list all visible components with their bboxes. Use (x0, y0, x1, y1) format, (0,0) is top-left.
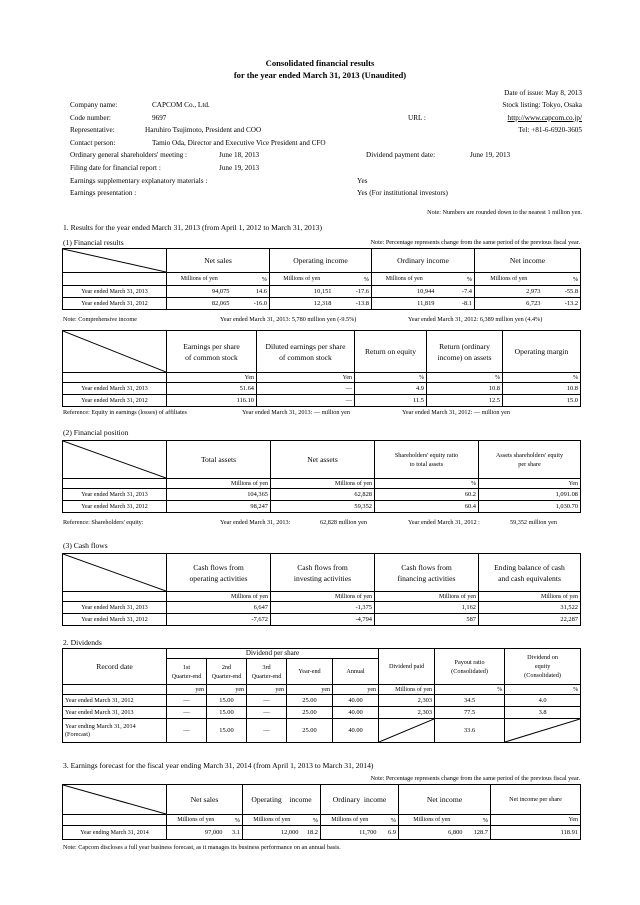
contact-value: Tamio Oda, Director and Executive Vice President and CFO (152, 139, 326, 147)
unit-cell: Millions of yen (243, 815, 301, 826)
pct-cell: % (225, 815, 243, 826)
unit-blank (63, 373, 167, 383)
row-label: Year ended March 31, 2013 (63, 286, 167, 298)
value-cell: — (257, 395, 355, 407)
value-cell: 59,352 (271, 501, 375, 513)
unit-cell: yen (167, 685, 207, 695)
unit-blank (63, 592, 167, 602)
comprehensive-income-label: Note: Comprehensive income (63, 316, 137, 323)
pct-cell: % (301, 815, 321, 826)
unit-cell: Yen (479, 479, 581, 489)
unit-cell: Millions of yen (375, 592, 479, 602)
pct-cell: % (543, 273, 581, 286)
value-cell: 2,973 (475, 286, 543, 298)
value-cell: 11,819 (372, 298, 437, 310)
table-row (63, 826, 581, 840)
unit-cell: % (503, 373, 581, 383)
value-cell: -7,672 (167, 614, 271, 626)
col-operating-income: Operating income (243, 785, 321, 815)
value-cell: 15.0 (503, 395, 581, 407)
supp-value: Yes (357, 177, 368, 185)
col-ending-cash: Ending balance of cash and cash equivalents (479, 554, 581, 592)
table-row (63, 501, 581, 513)
col-net-sales: Net sales (167, 785, 243, 815)
col-q2: 2nd Quarter-end (207, 659, 247, 685)
financial-results-table (62, 248, 581, 310)
col-annual: Annual (333, 659, 379, 685)
forecast-label: 3. Earnings forecast for the fiscal year ending March 31, 2014 (from April 1, 2013 to March 31, 2014) (63, 761, 374, 770)
value-cell: 94,075 (167, 286, 232, 298)
row-label: Year ended March 31, 2013 (63, 383, 167, 395)
payout-ratio-header: Payout ratio (Consolidated) (435, 649, 505, 685)
equity-affiliates-2012: Year ended March 31, 2012: — million yen (402, 409, 510, 416)
col-financing-cf: Cash flows from financing activities (375, 554, 479, 592)
value-cell: 25.00 (287, 695, 333, 707)
dividend-on-equity-header: Dividend on equity (Consolidated) (505, 649, 581, 685)
col-net-assets: Net assets (271, 441, 375, 479)
forecast-note: Note: Percentage represents change from the same period of the previous fiscal year. (370, 775, 580, 782)
col-q1: 1st Quarter-end (167, 659, 207, 685)
unit-cell: Millions of yen (167, 479, 271, 489)
stock-listing: Stock listing: Tokyo, Osaka (502, 101, 582, 109)
unit-cell: Yen (167, 373, 257, 383)
value-cell: -1,375 (271, 602, 375, 614)
unit-cell: Millions of yen (372, 273, 437, 286)
unit-cell: % (505, 685, 581, 695)
unit-cell: Millions of yen (167, 273, 232, 286)
shareholders-equity-2013-label: Year ended March 31, 2013: (220, 519, 291, 526)
value-cell: 97,000 (167, 826, 225, 840)
table-row (63, 602, 581, 614)
row-label: Year ended March 31, 2012 (63, 298, 167, 310)
financial-results-note: Note: Percentage represents change from the same period of the previous fiscal year. (370, 239, 580, 246)
unit-blank (63, 479, 167, 489)
value-cell: 40.00 (333, 695, 379, 707)
value-cell: 15.00 (207, 707, 247, 719)
dividends-label: 2. Dividends (63, 638, 102, 647)
col-diluted-eps: Diluted earnings per share of common stock (257, 331, 355, 373)
value-cell: 31,522 (479, 602, 581, 614)
col-year-end: Year-end (287, 659, 333, 685)
rep-value: Haruhiro Tsujimoto, President and COO (145, 126, 262, 134)
company-label: Company name: (70, 101, 118, 109)
shareholders-equity-ref: Reference: Shareholders' equity: (63, 519, 144, 526)
url-link[interactable]: http://www.capcom.co.jp/ (507, 114, 582, 122)
value-cell: 1,030.70 (479, 501, 581, 513)
value-cell: — (247, 707, 287, 719)
value-cell: 77.5 (435, 707, 505, 719)
value-cell: 1,162 (375, 602, 479, 614)
diagonal-blank-cell (379, 719, 435, 743)
value-cell: -17.6 (334, 286, 372, 298)
value-cell: — (167, 707, 207, 719)
col-net-income: Net income (475, 249, 581, 273)
col-net-sales: Net sales (167, 249, 270, 273)
row-label: Year ended March 31, 2012 (63, 501, 167, 513)
unit-cell: Millions of yen (167, 592, 271, 602)
value-cell: 18.2 (301, 826, 321, 840)
col-net-income-per-share: Net income per share (491, 785, 581, 815)
dividend-date-value: June 19, 2013 (470, 151, 511, 159)
value-cell: 6,723 (475, 298, 543, 310)
dividend-per-share-header: Dividend per share (167, 649, 379, 659)
forecast-footnote: Note: Capcom discloses a full year business forecast, as it manages its business performance on an annual basis. (63, 844, 341, 851)
value-cell: 15.00 (207, 719, 247, 743)
value-cell: -4,794 (271, 614, 375, 626)
col-net-income: Net income (399, 785, 491, 815)
value-cell: 62,828 (271, 489, 375, 501)
unit-blank (63, 273, 167, 286)
value-cell: 60.4 (375, 501, 479, 513)
note-rounding: Note: Numbers are rounded down to the nearest 1 million yen. (427, 209, 582, 216)
financial-position-label: (2) Financial position (63, 428, 129, 437)
doc-title-line1: Consolidated financial results (265, 58, 375, 68)
value-cell: 11.5 (355, 395, 427, 407)
unit-cell: % (427, 373, 503, 383)
unit-cell: Millions of yen (321, 815, 379, 826)
value-cell: -8.1 (437, 298, 475, 310)
value-cell: 60.2 (375, 489, 479, 501)
shareholders-equity-2013-value: 62,828 million yen (320, 519, 367, 526)
value-cell: 2,303 (379, 707, 435, 719)
dividend-date-label: Dividend payment date: (366, 151, 436, 159)
value-cell: 10,151 (270, 286, 334, 298)
diagonal-header-cell (63, 554, 167, 592)
value-cell: 15.00 (207, 695, 247, 707)
dividend-paid-header: Dividend paid (379, 649, 435, 685)
url-label: URL : (408, 114, 426, 122)
value-cell: 98,247 (167, 501, 271, 513)
issue-date: Date of issue: May 8, 2013 (504, 89, 582, 97)
value-cell: 12.5 (427, 395, 503, 407)
table-row (63, 298, 581, 310)
table-row (63, 614, 581, 626)
row-label: Year ending March 31, 2014 (63, 826, 167, 840)
pct-cell: % (334, 273, 372, 286)
col-operating-cf: Cash flows from operating activities (167, 554, 271, 592)
unit-cell: Millions of yen (479, 592, 581, 602)
col-operating-margin: Operating margin (503, 331, 581, 373)
value-cell: 12,000 (243, 826, 301, 840)
col-eps: Earnings per share of common stock (167, 331, 257, 373)
dividends-table (62, 648, 581, 743)
unit-blank (63, 685, 167, 695)
value-cell: 1,091.08 (479, 489, 581, 501)
value-cell: 6,647 (167, 602, 271, 614)
equity-affiliates-2013: Year ended March 31, 2013: — million yen (242, 409, 350, 416)
meeting-label: Ordinary general shareholders' meeting : (70, 151, 188, 159)
unit-cell: Millions of yen (167, 815, 225, 826)
value-cell: — (167, 695, 207, 707)
row-label: Year ended March 31, 2012 (63, 395, 167, 407)
shareholders-equity-2012-value: 59,352 million yen (510, 519, 557, 526)
diagonal-header-cell (63, 331, 167, 373)
filing-label: Filing date for financial report : (70, 164, 161, 172)
pct-cell: % (465, 815, 491, 826)
col-ordinary-income: Ordinary income (321, 785, 399, 815)
unit-cell: yen (287, 685, 333, 695)
unit-blank (63, 815, 167, 826)
filing-value: June 19, 2013 (219, 164, 260, 172)
record-date-header: Record date (63, 649, 167, 685)
value-cell: 40.00 (333, 719, 379, 743)
presentation-value: Yes (For institutional investors) (357, 189, 448, 197)
value-cell: — (247, 695, 287, 707)
value-cell: 6.9 (379, 826, 399, 840)
company-value: CAPCOM Co., Ltd. (152, 101, 210, 109)
tel: Tel: +81-6-6920-3605 (518, 126, 582, 134)
shareholders-equity-2012-label: Year ended March 31, 2012 : (408, 519, 480, 526)
col-equity-ratio: Shareholders' equity ratio to total assets (375, 441, 479, 479)
unit-cell: % (375, 479, 479, 489)
value-cell: 25.00 (287, 707, 333, 719)
value-cell: -13.2 (543, 298, 581, 310)
diagonal-header-cell (63, 249, 167, 273)
row-label: Year ending March 31, 2014 (Forecast) (63, 719, 167, 743)
unit-cell: Millions of yen (475, 273, 543, 286)
table-row (63, 707, 581, 719)
col-equity-per-share: Assets shareholders' equity per share (479, 441, 581, 479)
supp-label: Earnings supplementary explanatory materials : (70, 177, 208, 185)
presentation-label: Earnings presentation : (70, 189, 137, 197)
value-cell: 4.9 (355, 383, 427, 395)
value-cell: 4.0 (505, 695, 581, 707)
cash-flows-table (62, 553, 581, 626)
financial-results-label: (1) Financial results (63, 238, 124, 247)
value-cell: 118.91 (491, 826, 581, 840)
value-cell: -16.0 (232, 298, 270, 310)
row-label: Year ended March 31, 2013 (63, 602, 167, 614)
value-cell: 3.8 (505, 707, 581, 719)
table-row (63, 395, 581, 407)
unit-cell: yen (207, 685, 247, 695)
value-cell: 40.00 (333, 707, 379, 719)
unit-cell: Millions of yen (271, 592, 375, 602)
value-cell: 51.64 (167, 383, 257, 395)
col-q3: 3rd Quarter-end (247, 659, 287, 685)
row-label: Year ended March 31, 2012 (63, 614, 167, 626)
pct-cell: % (232, 273, 270, 286)
unit-cell: Millions of yen (379, 685, 435, 695)
col-total-assets: Total assets (167, 441, 271, 479)
col-ordinary-income: Ordinary income (372, 249, 475, 273)
value-cell: 6,800 (399, 826, 465, 840)
value-cell: 10,944 (372, 286, 437, 298)
value-cell: 25.00 (287, 719, 333, 743)
eps-table (62, 330, 581, 407)
value-cell: 10.8 (503, 383, 581, 395)
comprehensive-income-2012: Year ended March 31, 2012: 6,389 million yen (4.4%) (408, 316, 543, 323)
value-cell: — (167, 719, 207, 743)
code-value: 9697 (152, 114, 167, 122)
comprehensive-income-2013: Year ended March 31, 2013: 5,780 million yen (-9.5%) (220, 316, 357, 323)
table-row (63, 719, 581, 743)
row-label: Year ended March 31, 2013 (63, 707, 167, 719)
row-label: Year ended March 31, 2013 (63, 489, 167, 501)
forecast-table (62, 784, 581, 840)
unit-cell: Millions of yen (399, 815, 465, 826)
col-roa: Return (ordinary income) on assets (427, 331, 503, 373)
cash-flows-label: (3) Cash flows (63, 541, 108, 550)
value-cell: 10.8 (427, 383, 503, 395)
unit-cell: yen (333, 685, 379, 695)
meeting-value: June 18, 2013 (219, 151, 260, 159)
table-row (63, 695, 581, 707)
value-cell: 116.10 (167, 395, 257, 407)
table-row (63, 286, 581, 298)
value-cell: 104,365 (167, 489, 271, 501)
value-cell: 12,318 (270, 298, 334, 310)
pct-cell: % (379, 815, 399, 826)
unit-cell: Yen (257, 373, 355, 383)
unit-cell: Millions of yen (271, 479, 375, 489)
unit-cell: yen (247, 685, 287, 695)
value-cell: -7.4 (437, 286, 475, 298)
value-cell: 33.6 (435, 719, 505, 743)
unit-cell: Millions of yen (270, 273, 334, 286)
value-cell: 82,065 (167, 298, 232, 310)
contact-label: Contact person: (70, 139, 116, 147)
value-cell: — (247, 719, 287, 743)
value-cell: 34.5 (435, 695, 505, 707)
section-1-title: 1. Results for the year ended March 31, 2013 (from April 1, 2012 to March 31, 2013) (63, 223, 322, 232)
value-cell: 2,303 (379, 695, 435, 707)
value-cell: -13.8 (334, 298, 372, 310)
value-cell: 14.6 (232, 286, 270, 298)
financial-position-table (62, 440, 581, 513)
unit-cell: % (435, 685, 505, 695)
doc-title-line2: for the year ended March 31, 2013 (Unaudited) (233, 70, 407, 80)
diagonal-header-cell (63, 441, 167, 479)
value-cell: 3.1 (225, 826, 243, 840)
value-cell: — (257, 383, 355, 395)
pct-cell: % (437, 273, 475, 286)
col-investing-cf: Cash flows from investing activities (271, 554, 375, 592)
code-label: Code number: (70, 114, 111, 122)
value-cell: 11,700 (321, 826, 379, 840)
unit-cell: % (355, 373, 427, 383)
unit-cell: Yen (491, 815, 581, 826)
diagonal-blank-cell (505, 719, 581, 743)
value-cell: -55.8 (543, 286, 581, 298)
col-operating-income: Operating income (270, 249, 372, 273)
diagonal-header-cell (63, 785, 167, 815)
table-row (63, 383, 581, 395)
table-row (63, 489, 581, 501)
rep-label: Representative: (70, 126, 115, 134)
value-cell: 128.7 (465, 826, 491, 840)
row-label: Year ended March 31, 2012 (63, 695, 167, 707)
value-cell: 587 (375, 614, 479, 626)
equity-affiliates-ref: Reference: Equity in earnings (losses) of affiliates (63, 409, 187, 416)
value-cell: 22,287 (479, 614, 581, 626)
col-roe: Return on equity (355, 331, 427, 373)
